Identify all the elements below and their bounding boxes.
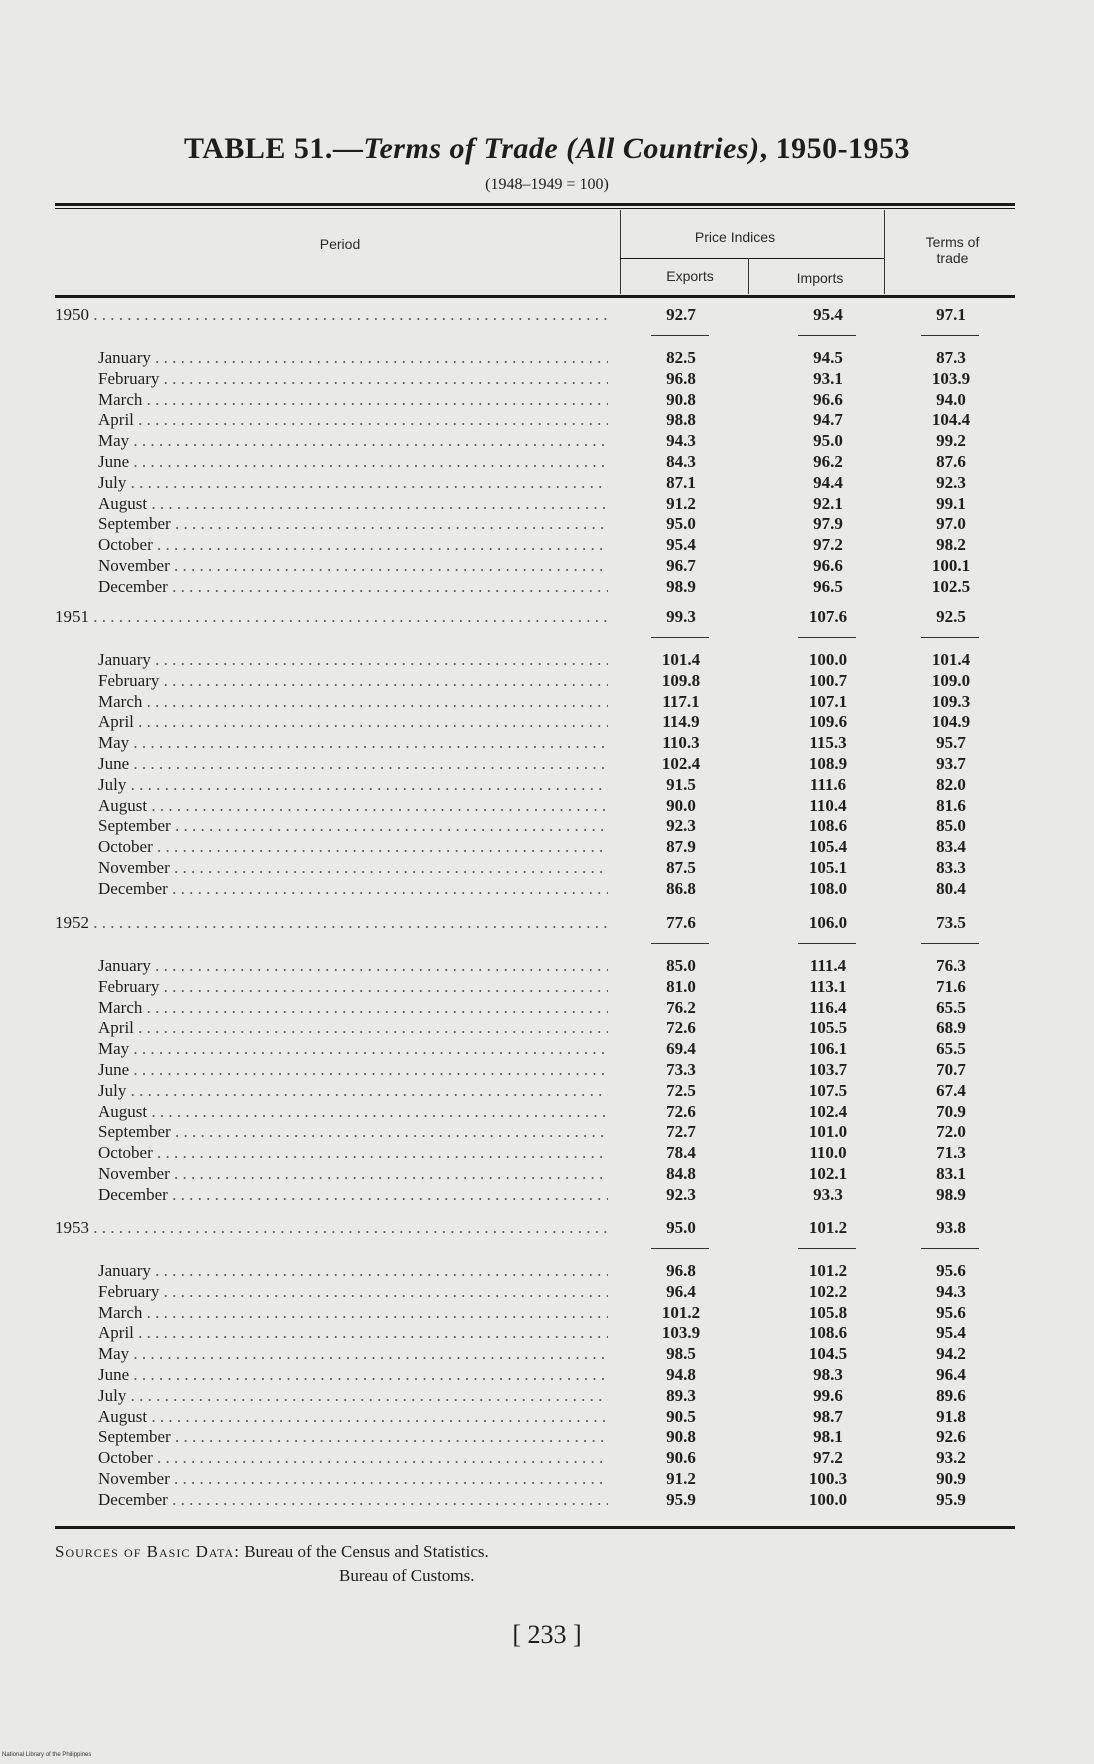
- month-row: [0, 956, 1094, 978]
- month-row: [0, 692, 1094, 714]
- month-row: [0, 577, 1094, 599]
- month-row: [0, 1102, 1094, 1124]
- imports-value: 94.7: [813, 410, 843, 430]
- imports-value: 97.2: [813, 1448, 843, 1468]
- period-label: 1952 . . .: [55, 913, 608, 933]
- exports-value: 94.3: [666, 431, 696, 451]
- month-row: [0, 837, 1094, 859]
- imports-value: 107.6: [808, 607, 848, 626]
- exports-value: 81.0: [666, 976, 696, 996]
- subtotal-dash: [921, 943, 979, 944]
- terms-value: 71.6: [936, 976, 966, 996]
- year-total-row: [0, 305, 1094, 327]
- imports-value: 97.2: [813, 535, 843, 555]
- year-total-row: [0, 1218, 1094, 1240]
- exports-value: 96.7: [666, 556, 696, 575]
- imports-value: 102.4: [808, 1101, 848, 1121]
- terms-value: 70.7: [936, 1060, 966, 1079]
- exports-value: 98.8: [666, 410, 696, 430]
- period-label: October . . .: [98, 1448, 608, 1468]
- terms-value: 65.5: [936, 1039, 966, 1059]
- period-label: January . . .: [98, 650, 608, 670]
- terms-value: 93.7: [936, 754, 966, 773]
- imports-value: 98.7: [813, 1406, 843, 1426]
- terms-value: 96.4: [936, 1365, 966, 1384]
- header-divider-right: [884, 210, 885, 294]
- exports-value: 72.6: [666, 1018, 696, 1038]
- period-label: April . . .: [98, 1323, 608, 1343]
- imports-value: 115.3: [809, 733, 847, 753]
- title-italic: Terms of Trade (All Countries): [363, 132, 760, 165]
- imports-value: 105.5: [808, 1018, 848, 1038]
- period-label: August . . .: [98, 494, 608, 514]
- sources-note: [55, 1542, 489, 1585]
- exports-value: 92.3: [666, 1184, 696, 1204]
- exports-value: 90.8: [666, 389, 696, 409]
- month-row: [0, 1427, 1094, 1449]
- period-label: February . . .: [98, 671, 608, 691]
- terms-value: 95.6: [936, 1261, 966, 1280]
- exports-value: 103.9: [661, 1323, 701, 1343]
- terms-value: 89.6: [936, 1385, 966, 1405]
- period-label: May . . .: [98, 733, 608, 753]
- imports-value: 108.9: [808, 754, 848, 773]
- month-row: [0, 1469, 1094, 1491]
- subtotal-dash: [921, 637, 979, 638]
- month-row: [0, 754, 1094, 776]
- exports-value: 72.7: [666, 1122, 696, 1142]
- page-number: [ 233 ]: [512, 1620, 582, 1649]
- month-row: [0, 977, 1094, 999]
- month-row: [0, 514, 1094, 536]
- sources-line2: Bureau of Customs.: [339, 1566, 475, 1585]
- exports-value: 102.4: [661, 754, 701, 773]
- terms-value: 95.9: [936, 1489, 966, 1509]
- terms-value: 65.5: [936, 997, 966, 1017]
- period-label: March . . .: [98, 998, 608, 1018]
- exports-value: 90.0: [666, 795, 696, 815]
- month-row: [0, 816, 1094, 838]
- exports-value: 72.6: [666, 1101, 696, 1121]
- imports-value: 101.0: [808, 1122, 848, 1142]
- imports-value: 108.0: [808, 878, 848, 898]
- terms-value: 109.0: [931, 670, 971, 690]
- month-row: [0, 1407, 1094, 1429]
- imports-value: 116.4: [809, 997, 847, 1017]
- exports-value: 101.4: [661, 650, 701, 669]
- exports-value: 77.6: [666, 913, 696, 932]
- exports-value: 78.4: [666, 1143, 696, 1163]
- period-label: August . . .: [98, 796, 608, 816]
- imports-value: 102.1: [808, 1164, 848, 1183]
- header-divider-left: [620, 210, 621, 294]
- imports-value: 105.4: [808, 837, 848, 857]
- imports-value: 94.4: [813, 472, 843, 492]
- period-label: October . . .: [98, 837, 608, 857]
- period-label: April . . .: [98, 1018, 608, 1038]
- header-exports: Exports: [666, 268, 714, 284]
- month-row: [0, 1143, 1094, 1165]
- month-row: [0, 348, 1094, 370]
- header-imports: Imports: [796, 270, 844, 286]
- exports-value: 92.3: [666, 816, 696, 836]
- terms-value: 90.9: [936, 1469, 966, 1488]
- terms-value: 83.1: [936, 1164, 966, 1183]
- table-title: [0, 132, 1094, 166]
- period-label: December . . .: [98, 577, 608, 597]
- period-label: October . . .: [98, 1143, 608, 1163]
- imports-value: 104.5: [808, 1344, 848, 1364]
- exports-value: 98.9: [666, 576, 696, 596]
- period-label: 1953 . . .: [55, 1218, 608, 1238]
- imports-value: 113.1: [809, 976, 847, 996]
- terms-value: 92.6: [936, 1427, 966, 1447]
- header-terms-line2: trade: [936, 250, 969, 266]
- month-row: [0, 1386, 1094, 1408]
- terms-value: 83.4: [936, 837, 966, 857]
- sources-label: Sources of Basic Data:: [55, 1542, 240, 1561]
- exports-value: 95.4: [666, 535, 696, 555]
- exports-value: 87.1: [666, 472, 696, 492]
- period-label: June . . .: [98, 1060, 608, 1080]
- period-label: March . . .: [98, 390, 608, 410]
- exports-value: 90.6: [666, 1448, 696, 1468]
- top-rule: [55, 203, 1015, 206]
- period-label: July . . .: [98, 775, 608, 795]
- terms-value: 95.6: [936, 1302, 966, 1322]
- period-label: March . . .: [98, 692, 608, 712]
- exports-value: 84.3: [666, 452, 696, 471]
- exports-value: 76.2: [666, 997, 696, 1017]
- header-divider-mid: [748, 258, 749, 294]
- period-label: September . . .: [98, 1122, 608, 1142]
- terms-value: 94.3: [936, 1281, 966, 1301]
- terms-value: 67.4: [936, 1080, 966, 1100]
- exports-value: 89.3: [666, 1385, 696, 1405]
- period-label: 1951 . . .: [55, 607, 608, 627]
- terms-value: 81.6: [936, 795, 966, 815]
- month-row: [0, 1018, 1094, 1040]
- subtotal-dash: [651, 943, 709, 944]
- header-terms-line1: Terms of: [925, 234, 980, 250]
- imports-value: 103.7: [808, 1060, 848, 1079]
- period-label: July . . .: [98, 1081, 608, 1101]
- exports-value: 110.3: [662, 733, 700, 753]
- month-row: [0, 369, 1094, 391]
- terms-value: 71.3: [936, 1143, 966, 1163]
- exports-value: 114.9: [662, 712, 700, 732]
- terms-value: 98.2: [936, 535, 966, 555]
- imports-value: 101.2: [808, 1261, 848, 1280]
- imports-value: 98.3: [813, 1365, 843, 1384]
- terms-value: 83.3: [936, 858, 966, 877]
- imports-value: 111.4: [809, 956, 847, 975]
- period-label: June . . .: [98, 452, 608, 472]
- terms-value: 92.5: [936, 607, 966, 626]
- period-label: June . . .: [98, 1365, 608, 1385]
- terms-value: 94.0: [936, 389, 966, 409]
- imports-value: 106.0: [808, 913, 848, 932]
- terms-value: 102.5: [931, 576, 971, 596]
- exports-value: 91.2: [666, 1469, 696, 1488]
- month-row: [0, 1303, 1094, 1325]
- period-label: March . . .: [98, 1303, 608, 1323]
- scan-footer-note: National Library of the Philippines: [2, 1752, 92, 1758]
- exports-value: 72.5: [666, 1080, 696, 1100]
- title-suffix: , 1950-1953: [759, 132, 911, 165]
- imports-value: 92.1: [813, 493, 843, 513]
- month-row: [0, 1039, 1094, 1061]
- exports-value: 95.0: [666, 1218, 696, 1237]
- subtotal-dash: [651, 1248, 709, 1249]
- month-row: [0, 1261, 1094, 1283]
- month-row: [0, 1365, 1094, 1387]
- month-row: [0, 494, 1094, 516]
- terms-value: 95.4: [936, 1323, 966, 1343]
- terms-value: 82.0: [936, 774, 966, 794]
- period-label: February . . .: [98, 977, 608, 997]
- terms-value: 70.9: [936, 1101, 966, 1121]
- exports-value: 98.5: [666, 1344, 696, 1364]
- exports-value: 96.8: [666, 368, 696, 388]
- imports-value: 109.6: [808, 712, 848, 732]
- imports-value: 93.1: [813, 368, 843, 388]
- month-row: [0, 1323, 1094, 1345]
- imports-value: 111.6: [809, 774, 847, 794]
- terms-value: 109.3: [931, 691, 971, 711]
- imports-value: 101.2: [808, 1218, 848, 1237]
- imports-value: 96.5: [813, 576, 843, 596]
- imports-value: 108.6: [808, 816, 848, 836]
- exports-value: 87.9: [666, 837, 696, 857]
- month-row: [0, 410, 1094, 432]
- imports-value: 95.4: [813, 305, 843, 324]
- bottom-rule: [55, 1526, 1015, 1529]
- header-terms: [895, 234, 1010, 266]
- imports-value: 100.0: [808, 1489, 848, 1509]
- subtotal-dash: [921, 335, 979, 336]
- subtotal-dash: [651, 637, 709, 638]
- terms-value: 92.3: [936, 472, 966, 492]
- subtotal-dash: [921, 1248, 979, 1249]
- month-row: [0, 858, 1094, 880]
- period-label: July . . .: [98, 473, 608, 493]
- exports-value: 117.1: [662, 691, 700, 711]
- exports-value: 91.5: [666, 774, 696, 794]
- exports-value: 69.4: [666, 1039, 696, 1059]
- terms-value: 97.1: [936, 305, 966, 324]
- sources-line1: Bureau of the Census and Statistics.: [244, 1542, 489, 1561]
- month-row: [0, 1282, 1094, 1304]
- month-row: [0, 1060, 1094, 1082]
- exports-value: 99.3: [666, 607, 696, 626]
- terms-value: 104.9: [931, 712, 971, 732]
- month-row: [0, 1164, 1094, 1186]
- imports-value: 96.6: [813, 389, 843, 409]
- period-label: December . . .: [98, 879, 608, 899]
- month-row: [0, 431, 1094, 453]
- imports-value: 105.1: [808, 858, 848, 877]
- imports-value: 110.4: [809, 795, 847, 815]
- imports-value: 102.2: [808, 1281, 848, 1301]
- subtotal-dash: [798, 637, 856, 638]
- terms-value: 103.9: [931, 368, 971, 388]
- period-label: May . . .: [98, 431, 608, 451]
- header-period: Period: [319, 236, 361, 252]
- subtotal-dash: [798, 335, 856, 336]
- imports-value: 95.0: [813, 431, 843, 451]
- exports-value: 109.8: [661, 670, 701, 690]
- month-row: [0, 1122, 1094, 1144]
- top-rule-thin: [55, 208, 1015, 209]
- terms-value: 80.4: [936, 878, 966, 898]
- terms-value: 104.4: [931, 410, 971, 430]
- month-row: [0, 712, 1094, 734]
- period-label: May . . .: [98, 1344, 608, 1364]
- month-row: [0, 879, 1094, 901]
- month-row: [0, 452, 1094, 474]
- subtotal-dash: [651, 335, 709, 336]
- period-label: February . . .: [98, 1282, 608, 1302]
- month-row: [0, 535, 1094, 557]
- period-label: September . . .: [98, 816, 608, 836]
- exports-value: 95.9: [666, 1489, 696, 1509]
- terms-value: 100.1: [931, 556, 971, 575]
- imports-value: 100.0: [808, 650, 848, 669]
- header-price-rule: [620, 258, 884, 259]
- period-label: July . . .: [98, 1386, 608, 1406]
- period-label: August . . .: [98, 1407, 608, 1427]
- title-prefix: TABLE 51.—: [183, 132, 364, 165]
- terms-value: 73.5: [936, 913, 966, 932]
- exports-value: 96.4: [666, 1281, 696, 1301]
- month-row: [0, 1490, 1094, 1512]
- terms-value: 87.3: [936, 348, 966, 367]
- table-subtitle: (1948–1949 = 100): [485, 176, 609, 193]
- month-row: [0, 1185, 1094, 1207]
- terms-value: 95.7: [936, 733, 966, 753]
- period-label: 1950 . . .: [55, 305, 608, 325]
- terms-value: 68.9: [936, 1018, 966, 1038]
- period-label: August . . .: [98, 1102, 608, 1122]
- header-bottom-rule: [55, 295, 1015, 298]
- period-label: November . . .: [98, 858, 608, 878]
- imports-value: 93.3: [813, 1184, 843, 1204]
- period-label: January . . .: [98, 348, 608, 368]
- month-row: [0, 998, 1094, 1020]
- period-label: May . . .: [98, 1039, 608, 1059]
- terms-value: 87.6: [936, 452, 966, 471]
- month-row: [0, 556, 1094, 578]
- month-row: [0, 1081, 1094, 1103]
- month-row: [0, 1344, 1094, 1366]
- month-row: [0, 775, 1094, 797]
- exports-value: 85.0: [666, 956, 696, 975]
- month-row: [0, 650, 1094, 672]
- imports-value: 100.7: [808, 670, 848, 690]
- terms-value: 101.4: [931, 650, 971, 669]
- imports-value: 107.5: [808, 1080, 848, 1100]
- period-label: February . . .: [98, 369, 608, 389]
- period-label: November . . .: [98, 556, 608, 576]
- terms-value: 85.0: [936, 816, 966, 836]
- exports-value: 94.8: [666, 1365, 696, 1384]
- exports-value: 95.0: [666, 514, 696, 534]
- imports-value: 107.1: [808, 691, 848, 711]
- period-label: November . . .: [98, 1164, 608, 1184]
- subtotal-dash: [798, 1248, 856, 1249]
- terms-value: 97.0: [936, 514, 966, 534]
- period-label: December . . .: [98, 1185, 608, 1205]
- year-total-row: [0, 607, 1094, 629]
- exports-value: 92.7: [666, 305, 696, 324]
- imports-value: 110.0: [809, 1143, 847, 1163]
- period-label: December . . .: [98, 1490, 608, 1510]
- month-row: [0, 390, 1094, 412]
- terms-value: 93.2: [936, 1448, 966, 1468]
- period-label: September . . .: [98, 1427, 608, 1447]
- imports-value: 96.6: [813, 556, 843, 575]
- imports-value: 108.6: [808, 1323, 848, 1343]
- exports-value: 86.8: [666, 878, 696, 898]
- month-row: [0, 733, 1094, 755]
- exports-value: 96.8: [666, 1261, 696, 1280]
- period-label: January . . .: [98, 1261, 608, 1281]
- exports-value: 90.5: [666, 1406, 696, 1426]
- period-label: September . . .: [98, 514, 608, 534]
- period-label: April . . .: [98, 712, 608, 732]
- exports-value: 84.8: [666, 1164, 696, 1183]
- period-label: June . . .: [98, 754, 608, 774]
- year-total-row: [0, 913, 1094, 935]
- terms-value: 93.8: [936, 1218, 966, 1237]
- imports-value: 105.8: [808, 1302, 848, 1322]
- terms-value: 99.1: [936, 493, 966, 513]
- exports-value: 90.8: [666, 1427, 696, 1447]
- period-label: April . . .: [98, 410, 608, 430]
- terms-value: 72.0: [936, 1122, 966, 1142]
- month-row: [0, 796, 1094, 818]
- imports-value: 97.9: [813, 514, 843, 534]
- header-price-indices: Price Indices: [694, 229, 776, 245]
- imports-value: 96.2: [813, 452, 843, 471]
- terms-value: 99.2: [936, 431, 966, 451]
- exports-value: 101.2: [661, 1302, 701, 1322]
- month-row: [0, 473, 1094, 495]
- imports-value: 106.1: [808, 1039, 848, 1059]
- terms-value: 76.3: [936, 956, 966, 975]
- imports-value: 98.1: [813, 1427, 843, 1447]
- subtotal-dash: [798, 943, 856, 944]
- terms-value: 91.8: [936, 1406, 966, 1426]
- exports-value: 91.2: [666, 493, 696, 513]
- period-label: November . . .: [98, 1469, 608, 1489]
- exports-value: 73.3: [666, 1060, 696, 1079]
- terms-value: 98.9: [936, 1184, 966, 1204]
- period-label: October . . .: [98, 535, 608, 555]
- imports-value: 99.6: [813, 1385, 843, 1405]
- month-row: [0, 1448, 1094, 1470]
- terms-value: 94.2: [936, 1344, 966, 1364]
- exports-value: 87.5: [666, 858, 696, 877]
- period-label: January . . .: [98, 956, 608, 976]
- exports-value: 82.5: [666, 348, 696, 367]
- imports-value: 94.5: [813, 348, 843, 367]
- imports-value: 100.3: [808, 1469, 848, 1488]
- month-row: [0, 671, 1094, 693]
